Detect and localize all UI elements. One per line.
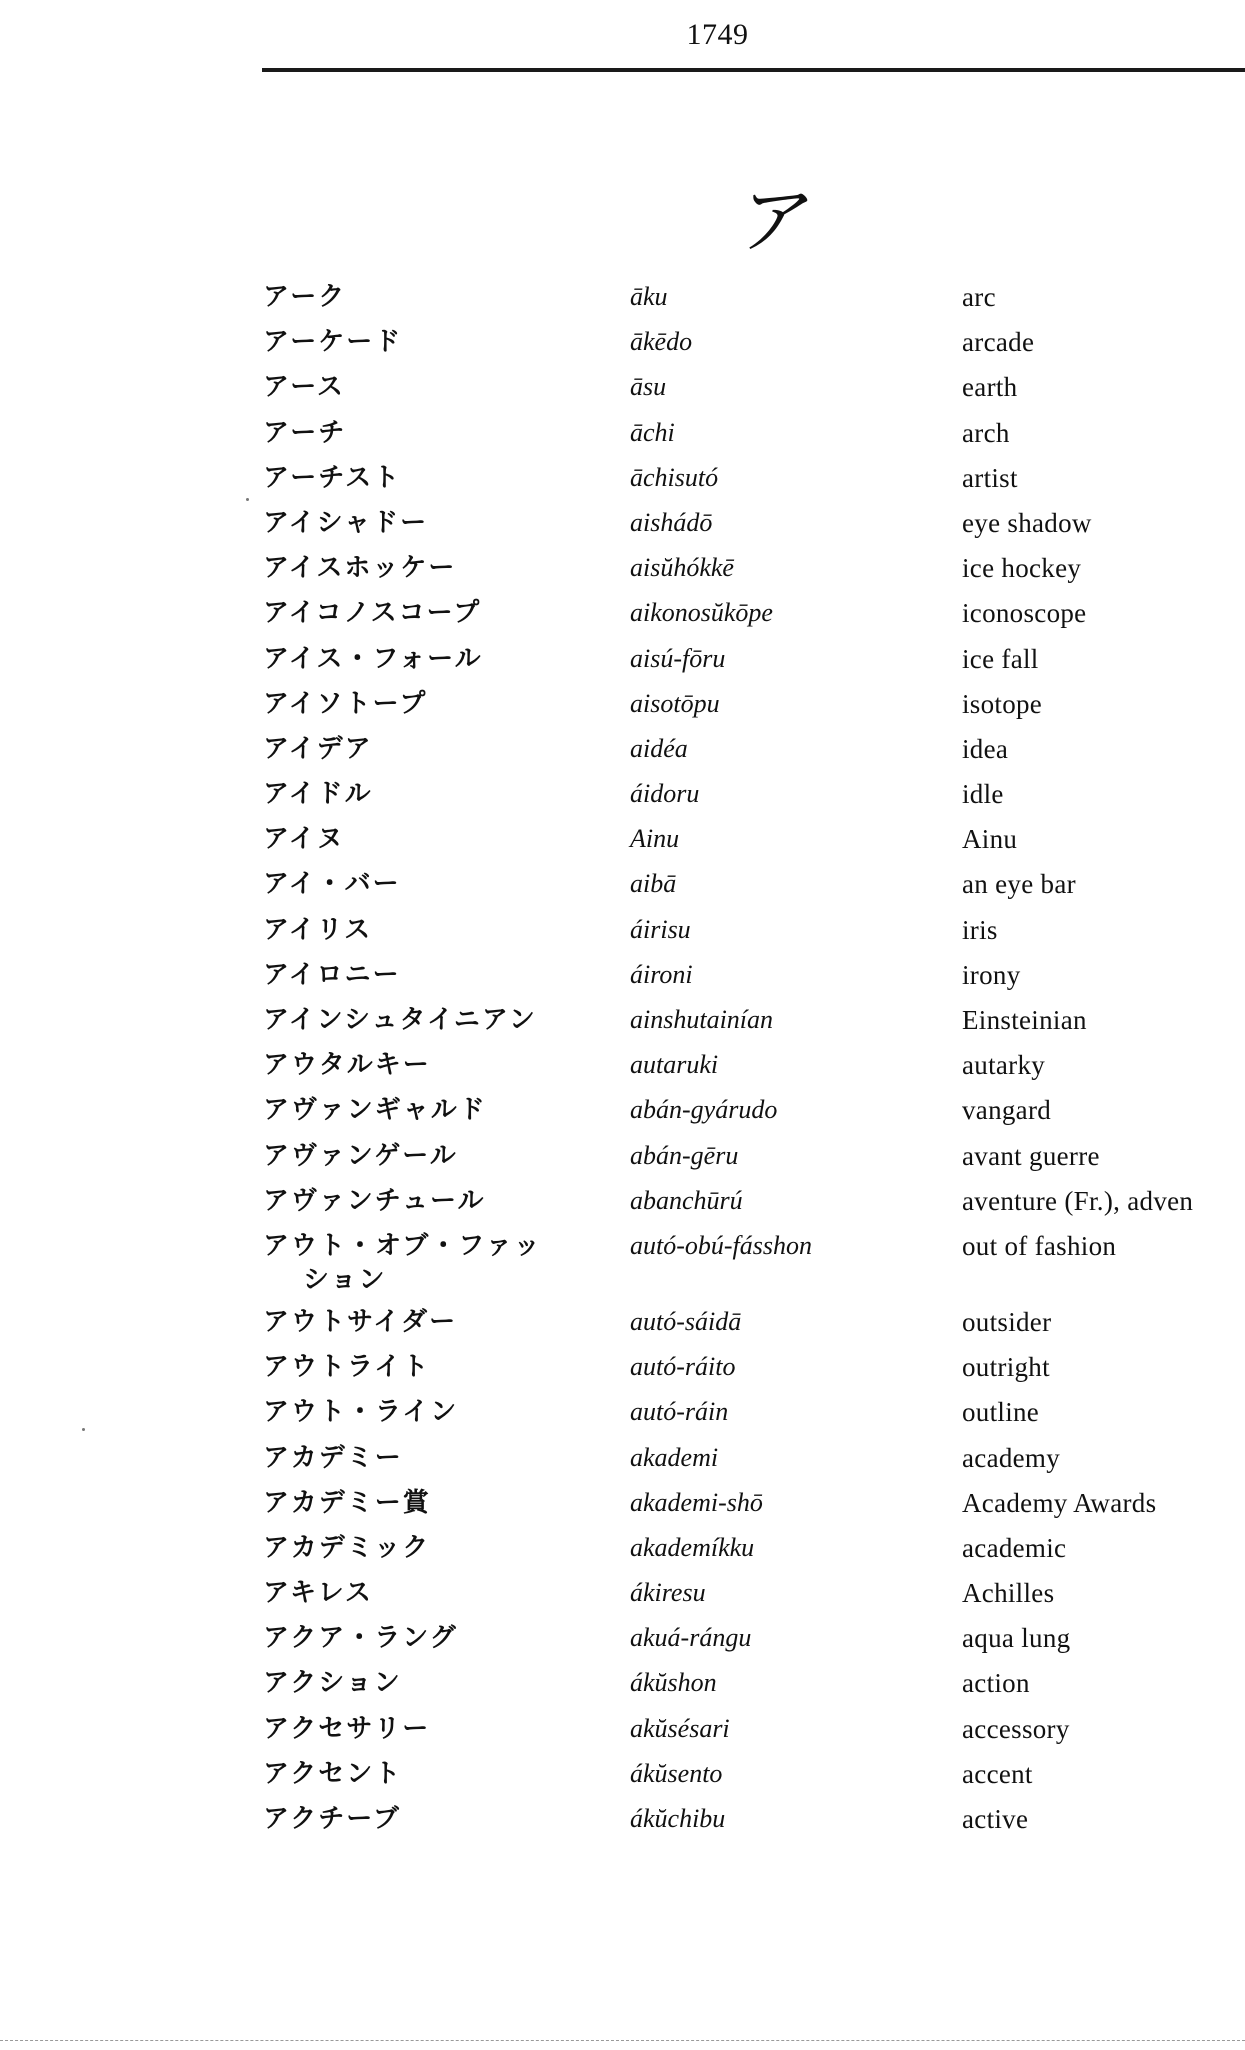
- entry-katakana: アイドル: [263, 779, 373, 810]
- entry-katakana: アイデア: [263, 733, 373, 764]
- entry-english: Einsteinian: [962, 1005, 1087, 1035]
- entry-row: [0, 1184, 1245, 1229]
- entry-romanization: āku: [630, 282, 668, 311]
- entry-english: outsider: [962, 1306, 1052, 1337]
- entry-row: [0, 506, 1245, 551]
- entry-katakana: アイシャドー: [263, 507, 429, 538]
- entry-romanization: aidéa: [630, 733, 688, 763]
- entry-english: irony: [962, 959, 1021, 990]
- entry-romanization: aisú-fōru: [630, 643, 726, 673]
- entry-katakana: アクセント: [263, 1758, 403, 1789]
- entry-english: avant guerre: [962, 1140, 1100, 1171]
- entry-romanization: Ainu: [630, 824, 680, 854]
- entry-katakana: アクセサリー: [263, 1713, 431, 1744]
- entry-katakana-continuation: ション: [303, 1264, 387, 1295]
- entry-katakana: アース: [263, 372, 345, 403]
- entry-katakana: アイコノスコープ: [263, 598, 482, 629]
- entry-katakana: アウト・ライン: [263, 1397, 459, 1428]
- entry-katakana: アクション: [263, 1668, 402, 1699]
- entry-english: eye shadow: [962, 507, 1092, 538]
- stray-mark: [82, 1428, 85, 1431]
- entry-english: arcade: [962, 327, 1035, 358]
- entry-english: arch: [962, 417, 1010, 448]
- entry-romanization: āchisutó: [630, 462, 719, 492]
- entry-row: [0, 1757, 1245, 1802]
- entry-english: iconoscope: [962, 598, 1087, 629]
- entry-romanization: āchi: [630, 417, 675, 447]
- entry-row: [0, 913, 1245, 958]
- entry-romanization: autaruki: [630, 1050, 719, 1080]
- entry-katakana: アウトライト: [263, 1352, 431, 1383]
- entry-row: [0, 1048, 1245, 1093]
- entry-english: accent: [962, 1758, 1033, 1789]
- entry-english: ice fall: [962, 643, 1039, 674]
- entry-romanization: ákŭsento: [630, 1758, 723, 1788]
- entry-katakana: アカデミー賞: [263, 1487, 431, 1518]
- entry-katakana-line: アウト・オブ・ファッ: [263, 1230, 542, 1261]
- entry-romanization: akademi: [630, 1442, 719, 1472]
- entry-romanization: áironi: [630, 959, 693, 989]
- entry-romanization: akademíkku: [630, 1532, 755, 1562]
- entry-row: [0, 958, 1245, 1003]
- entry-katakana: アクア・ラング: [263, 1623, 458, 1654]
- entry-english: Academy Awards: [962, 1487, 1157, 1518]
- entry-english: arc: [962, 282, 996, 312]
- entry-row: [0, 642, 1245, 687]
- footer-rule: [0, 2040, 1245, 2041]
- entry-romanization: ákŭchibu: [630, 1804, 726, 1833]
- entry-katakana: アヴァンギャルド: [263, 1095, 487, 1126]
- entry-row: [0, 1350, 1245, 1395]
- entry-romanization: autó-sáidā: [630, 1306, 742, 1336]
- entry-romanization: aisŭhókkē: [630, 553, 734, 583]
- entry-english: Achilles: [962, 1578, 1055, 1609]
- entry-row: [0, 1802, 1245, 1847]
- entry-row: [0, 1666, 1245, 1711]
- entry-english: isotope: [962, 688, 1043, 719]
- entry-katakana: アイス・フォール: [263, 643, 483, 674]
- entry-romanization: abán-gēru: [630, 1140, 739, 1170]
- entry-katakana: アーケード: [263, 327, 403, 358]
- entry-list: [0, 280, 1245, 1847]
- entry-romanization: aibā: [630, 869, 677, 899]
- page-number: 1749: [686, 18, 749, 51]
- entry-row: [0, 1305, 1245, 1350]
- entry-row: [0, 1441, 1245, 1486]
- entry-row: [0, 687, 1245, 732]
- entry-romanization: akuá-rángu: [630, 1623, 752, 1653]
- entry-english: iris: [962, 914, 998, 945]
- entry-katakana: アウトサイダー: [263, 1306, 458, 1337]
- entry-row: [0, 867, 1245, 912]
- entry-katakana: アカデミー: [263, 1442, 403, 1473]
- entry-english: aqua lung: [962, 1623, 1071, 1654]
- entry-katakana: アヴァンゲール: [263, 1140, 458, 1171]
- entry-row: [0, 325, 1245, 370]
- entry-english: autarky: [962, 1050, 1046, 1081]
- entry-row: [0, 777, 1245, 822]
- entry-row: [0, 1531, 1245, 1576]
- entry-row: [0, 822, 1245, 867]
- entry-romanization: ákiresu: [630, 1578, 706, 1608]
- entry-romanization: akademi-shō: [630, 1487, 763, 1517]
- entry-romanization: ākēdo: [630, 327, 693, 357]
- entry-english: ice hockey: [962, 553, 1082, 584]
- entry-katakana: アイソトープ: [263, 688, 428, 719]
- entry-katakana: アヴァンチュール: [263, 1185, 486, 1216]
- entry-english: Ainu: [962, 824, 1018, 855]
- entry-english: academy: [962, 1442, 1061, 1473]
- entry-katakana: アイロニー: [263, 959, 401, 990]
- entry-english: idea: [962, 733, 1009, 764]
- entry-row: [0, 1093, 1245, 1138]
- entry-katakana: アーチ: [263, 417, 347, 448]
- entry-row: [0, 416, 1245, 461]
- entry-romanization: akŭsésari: [630, 1713, 730, 1743]
- entry-katakana: アーチスト: [263, 462, 402, 493]
- entry-english: outright: [962, 1352, 1050, 1383]
- entry-romanization: āsu: [630, 372, 667, 402]
- entry-row: [0, 280, 1245, 325]
- entry-romanization: ákŭshon: [630, 1668, 717, 1698]
- entry-english: idle: [962, 779, 1004, 810]
- entry-romanization: áirisu: [630, 914, 691, 944]
- entry-row: [0, 461, 1245, 506]
- entry-katakana: アクチーブ: [263, 1804, 401, 1834]
- entry-row: [0, 1576, 1245, 1621]
- entry-english: vangard: [962, 1095, 1052, 1126]
- section-heading: ア: [733, 178, 820, 264]
- entry-english: academic: [962, 1532, 1067, 1563]
- entry-english: outline: [962, 1397, 1040, 1428]
- entry-romanization: abán-gyárudo: [630, 1095, 778, 1125]
- entry-romanization: aikonosŭkōpe: [630, 598, 773, 628]
- entry-romanization: ainshutainían: [630, 1005, 774, 1034]
- entry-romanization: autó-ráito: [630, 1352, 736, 1382]
- entry-katakana: アカデミック: [263, 1532, 431, 1563]
- entry-katakana: アキレス: [263, 1578, 373, 1609]
- entry-row: [0, 551, 1245, 596]
- entry-english: an eye bar: [962, 869, 1076, 900]
- entry-row: [0, 1229, 1245, 1305]
- entry-row: [0, 1712, 1245, 1757]
- entry-row: [0, 1486, 1245, 1531]
- entry-romanization: abanchūrú: [630, 1185, 743, 1215]
- stray-mark: [246, 498, 249, 501]
- entry-english: artist: [962, 462, 1018, 493]
- entry-english: out of fashion: [962, 1230, 1117, 1261]
- entry-english: earth: [962, 372, 1018, 403]
- entry-katakana: アウタルキー: [263, 1050, 431, 1081]
- entry-english: aventure (Fr.), adven: [962, 1185, 1194, 1216]
- entry-katakana: アインシュタイニアン: [263, 1005, 537, 1035]
- entry-english: active: [962, 1804, 1029, 1834]
- header-rule: [262, 68, 1245, 72]
- entry-row: [0, 370, 1245, 415]
- entry-row: [0, 732, 1245, 777]
- entry-romanization: autó-ráin: [630, 1397, 729, 1427]
- entry-english: accessory: [962, 1713, 1070, 1744]
- entry-katakana: [263, 1229, 583, 1297]
- entry-english: action: [962, 1668, 1030, 1699]
- entry-romanization: autó-obú-fásshon: [630, 1230, 812, 1260]
- entry-katakana: アイヌ: [263, 824, 345, 855]
- entry-romanization: aishádō: [630, 507, 713, 537]
- entry-romanization: aisotōpu: [630, 688, 720, 718]
- entry-katakana: アイ・バー: [263, 869, 401, 900]
- entry-romanization: áidoru: [630, 779, 700, 809]
- entry-row: [0, 1003, 1245, 1048]
- entry-row: [0, 1621, 1245, 1666]
- entry-katakana: アイスホッケー: [263, 553, 457, 584]
- entry-row: [0, 1139, 1245, 1184]
- entry-katakana: アイリス: [263, 914, 373, 945]
- entry-row: [0, 596, 1245, 641]
- entry-row: [0, 1395, 1245, 1440]
- entry-katakana: アーク: [263, 282, 347, 312]
